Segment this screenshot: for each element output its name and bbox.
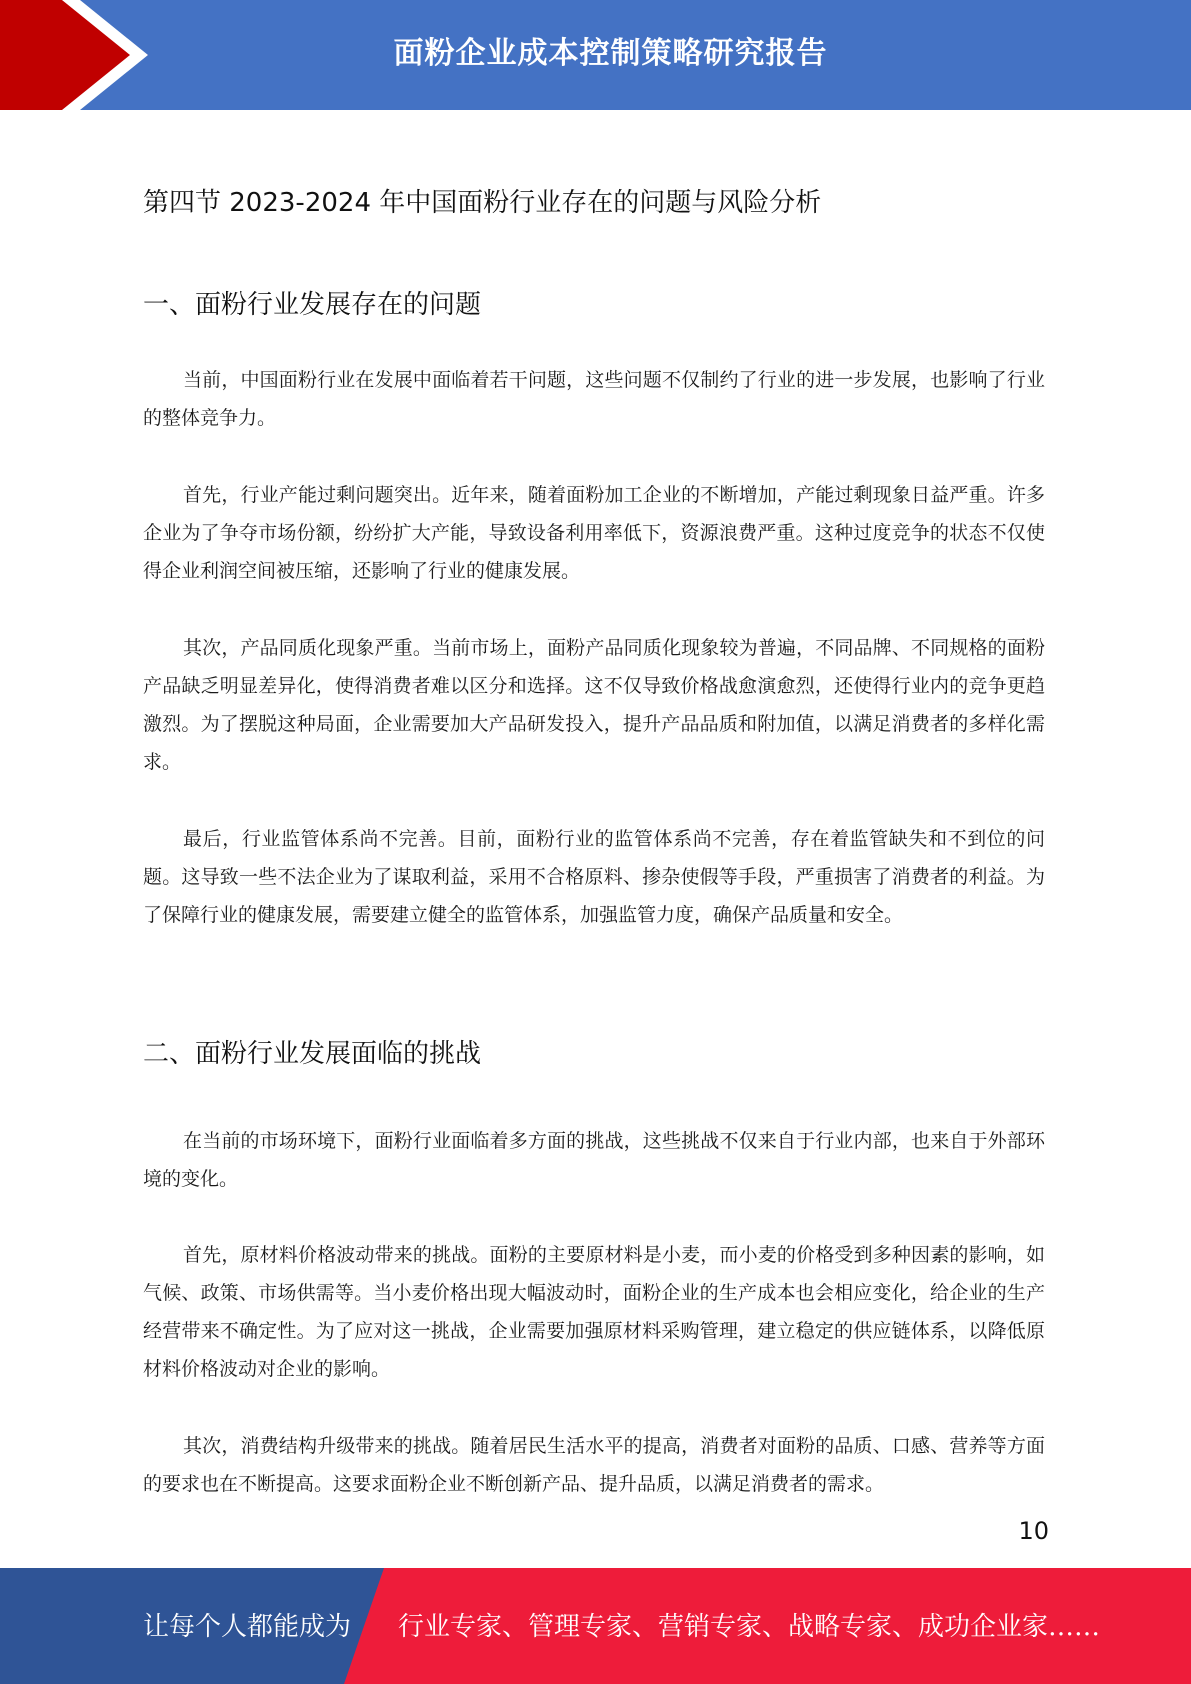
heading-challenges: 二、面粉行业发展面临的挑战: [143, 1039, 482, 1069]
paragraph: 其次，产品同质化现象严重。当前市场上，面粉产品同质化现象较为普遍，不同品牌、不同规格的面粉产品缺乏明显差异化，使得消费者难以区分和选择。这不仅导致价格战愈演愈烈，还使得行业内的竞争更趋激烈。为了摆脱这种局面，企业需要加大产品研发投入，提升产品品质和附加值，以满足消费者的多样化需求。: [143, 637, 1045, 773]
section-title: 第四节 2023-2024 年中国面粉行业存在的问题与风险分析: [143, 188, 822, 218]
page-header: [0, 0, 1191, 110]
paragraph: 在当前的市场环境下，面粉行业面临着多方面的挑战，这些挑战不仅来自于行业内部，也来自于外部环境的变化。: [143, 1130, 1045, 1190]
report-title: 面粉企业成本控制策略研究报告: [393, 36, 828, 71]
paragraph: 其次，消费结构升级带来的挑战。随着居民生活水平的提高，消费者对面粉的品质、口感、营养等方面的要求也在不断提高。这要求面粉企业不断创新产品、提升品质，以满足消费者的需求。: [143, 1435, 1045, 1495]
footer-slogan-left: 让每个人都能成为: [143, 1612, 352, 1642]
paragraph: 首先，原材料价格波动带来的挑战。面粉的主要原材料是小麦，而小麦的价格受到多种因素的影响，如气候、政策、市场供需等。当小麦价格出现大幅波动时，面粉企业的生产成本也会相应变化，给企业的生产经营带来不确定性。为了应对这一挑战，企业需要加强原材料采购管理，建立稳定的供应链体系，以降低原材料价格波动对企业的影响。: [143, 1244, 1045, 1380]
paragraph: 首先，行业产能过剩问题突出。近年来，随着面粉加工企业的不断增加，产能过剩现象日益严重。许多企业为了争夺市场份额，纷纷扩大产能，导致设备利用率低下，资源浪费严重。这种过度竞争的状态不仅使得企业利润空间被压缩，还影响了行业的健康发展。: [143, 484, 1045, 582]
paragraph: 最后，行业监管体系尚不完善。目前，面粉行业的监管体系尚不完善，存在着监管缺失和不到位的问题。这导致一些不法企业为了谋取利益，采用不合格原料、掺杂使假等手段，严重损害了消费者的利益。为了保障行业的健康发展，需要建立健全的监管体系，加强监管力度，确保产品质量和安全。: [143, 828, 1045, 926]
page-footer: [0, 1568, 1191, 1684]
page-number: 10: [1018, 1517, 1049, 1545]
paragraph: 当前，中国面粉行业在发展中面临着若干问题，这些问题不仅制约了行业的进一步发展，也影响了行业的整体竞争力。: [143, 369, 1045, 429]
heading-problems: 一、面粉行业发展存在的问题: [143, 290, 482, 320]
footer-slogan-right: 行业专家、管理专家、营销专家、战略专家、成功企业家……: [398, 1612, 1101, 1642]
